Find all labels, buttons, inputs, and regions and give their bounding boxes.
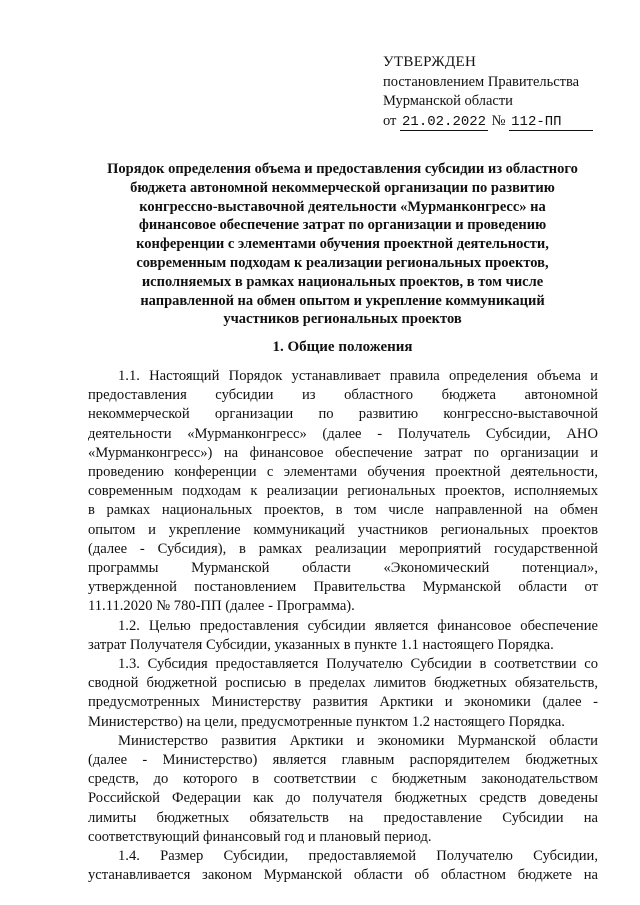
title-line: Порядок определения объема и предоставления субсидии из областного <box>107 161 578 177</box>
paragraph-line: сводной бюджетной росписью в пределах лимитов бюджетных обязательств, <box>88 675 598 692</box>
paragraph-line: программы Мурманской области «Экономический потенциал», <box>88 560 598 577</box>
paragraph-line: средств, до которого в соответствии с бюджетным законодательством <box>88 771 598 788</box>
paragraph-line: Министерство развития Арктики и экономики Мурманской области <box>118 732 598 749</box>
approval-stamp <box>383 53 613 131</box>
paragraph-line: деятельности «Мурманконгресс» (далее - Получатель Субсидии, АНО <box>88 425 598 442</box>
approval-title: УТВЕРЖДЕН <box>383 54 477 70</box>
paragraph-line: предоставления субсидии из областного бюджета автономной <box>88 387 598 404</box>
paragraph <box>88 847 598 885</box>
approval-line-1: постановлением Правительства <box>383 73 580 90</box>
approval-date-row <box>383 112 613 132</box>
approval-number: 112-ПП <box>509 114 593 131</box>
paragraph-line: соответствующий финансовый год и плановый период. <box>88 828 432 845</box>
paragraph-line: проведению конференции с элементами обучения проектной деятельности, <box>88 464 598 481</box>
paragraph-line: Российской Федерации как до получателя бюджетных средств доведены <box>88 790 598 807</box>
paragraph-line: опытом и укрепление коммуникаций участников региональных проектов <box>88 521 598 538</box>
paragraph-line: 1.1. Настоящий Порядок устанавливает правила определения объема и <box>118 368 598 384</box>
title-line: современным подходам к реализации региональных проектов, <box>136 254 549 271</box>
approval-line-2: Мурманской области <box>383 93 513 109</box>
document-title <box>70 160 615 329</box>
paragraph-line: утвержденной постановлением Правительства Мурманской области от <box>88 579 598 596</box>
paragraph <box>88 617 598 655</box>
paragraph-line: лимиты бюджетных обязательств на предоставление Субсидии на <box>88 809 598 826</box>
paragraph <box>88 655 598 732</box>
title-line: исполняемых в рамках национальных проектов, в том числе <box>141 273 544 290</box>
section-heading: 1. Общие положения <box>272 339 413 355</box>
title-line: бюджета автономной некоммерческой организации по развитию <box>130 179 555 196</box>
paragraph-line: современным подходам к реализации региональных проектов, исполняемых <box>88 483 598 500</box>
number-prefix: № <box>491 112 506 129</box>
paragraph-line: предусмотренных Министерству развития Арктики и экономики (далее - <box>88 694 598 711</box>
paragraph-line: Министерство) на цели, предусмотренные пунктом 1.2 настоящего Порядка. <box>88 713 565 730</box>
paragraph-line: некоммерческой организации по развитию конгрессно-выставочной <box>88 406 598 423</box>
title-line: финансовое обеспечение затрат по организации и проведению <box>138 217 547 234</box>
paragraph-line: 1.2. Целью предоставления субсидии является финансовое обеспечение <box>118 617 598 634</box>
title-line: конференции с элементами обучения проектной деятельности, <box>136 236 549 253</box>
paragraph-line: затрат Получателя Субсидии, указанных в пункте 1.1 настоящего Порядка. <box>88 636 554 653</box>
title-line: участников региональных проектов <box>223 311 462 328</box>
paragraph-line: 1.4. Размер Субсидии, предоставляемой Получателю Субсидии, <box>118 848 598 865</box>
paragraph-line: «Мурманконгресс») на финансовое обеспечение затрат по организации и <box>88 444 598 461</box>
paragraph <box>88 367 598 617</box>
paragraph <box>88 732 598 847</box>
paragraph-line: в рамках национальных проектов, в том числе направленной на обмен <box>88 502 598 519</box>
approval-date: 21.02.2022 <box>402 113 487 130</box>
paragraph-line: устанавливается законом Мурманской области об областном бюджете на <box>88 867 598 884</box>
paragraph-line: 11.11.2020 № 780-ПП (далее - Программа). <box>88 598 355 615</box>
document-body <box>88 367 598 885</box>
paragraph-line: (далее - Министерство) является главным распорядителем бюджетных <box>88 752 598 769</box>
paragraph-line: 1.3. Субсидия предоставляется Получателю Субсидии в соответствии со <box>118 656 598 673</box>
date-prefix: от <box>383 112 397 129</box>
paragraph-line: (далее - Субсидия), в рамках реализации мероприятий государственной <box>88 540 598 557</box>
title-line: конгрессно-выставочной деятельности «Мурманконгресс» на <box>139 198 546 215</box>
title-line: направленной на обмен опытом и укрепление коммуникаций <box>140 292 545 309</box>
